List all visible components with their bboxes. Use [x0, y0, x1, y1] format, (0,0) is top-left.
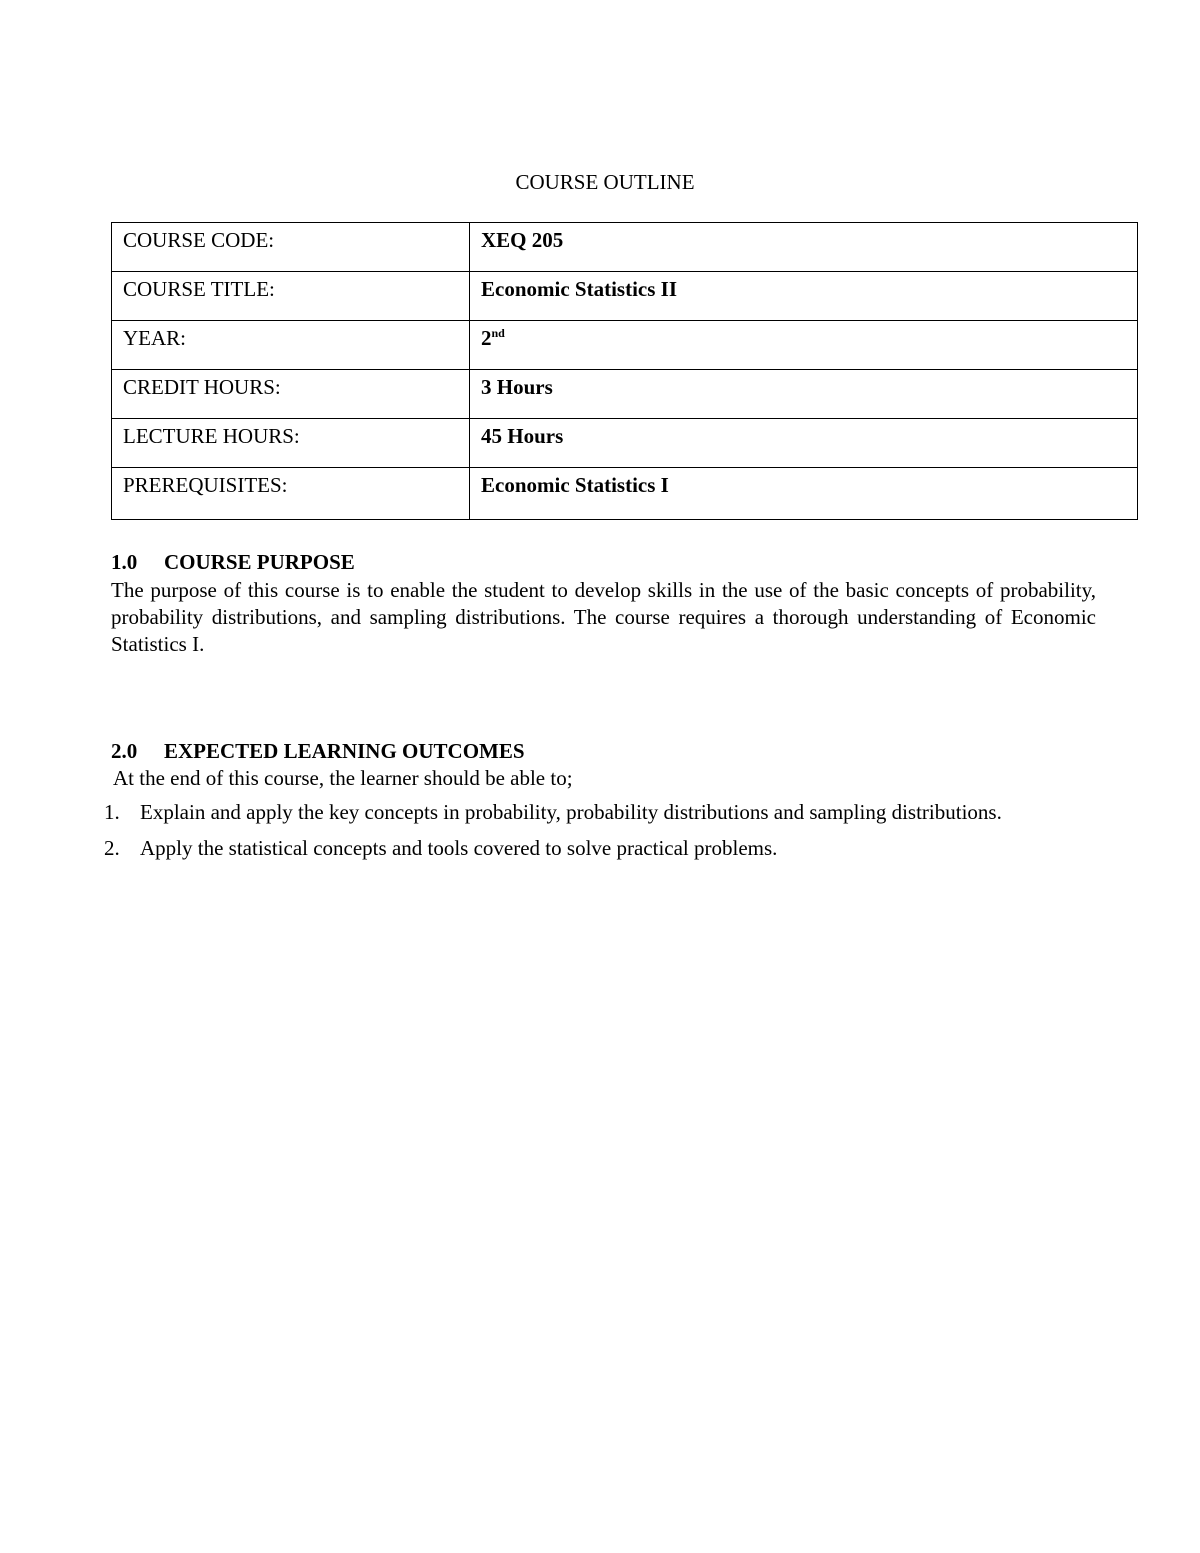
- purpose-paragraph: The purpose of this course is to enable the student to develop skills in the use of the basic concepts of probability, probability distributions, and sampling distributions. The course requires a thorough understanding of Economic Statistics I.: [111, 578, 1096, 656]
- purpose-heading: [111, 550, 355, 575]
- outcomes-list: [104, 799, 1004, 871]
- table-row: [112, 419, 1138, 468]
- page-title: COURSE OUTLINE: [515, 170, 695, 194]
- table-row: [112, 223, 1138, 272]
- outcomes-intro: At the end of this course, the learner should be able to;: [113, 766, 573, 790]
- credit-hours-label: CREDIT HOURS:: [112, 370, 470, 419]
- prerequisites-label: PREREQUISITES:: [112, 468, 470, 520]
- list-item-text: Apply the statistical concepts and tools covered to solve practical problems.: [140, 836, 778, 860]
- list-marker: 2.: [104, 836, 120, 860]
- lecture-hours-value: 45 Hours: [470, 419, 1138, 468]
- table-row: [112, 272, 1138, 321]
- year-value-cell: [470, 321, 1138, 370]
- course-title-label: COURSE TITLE:: [112, 272, 470, 321]
- list-item: [104, 835, 1004, 862]
- year-value: 2: [481, 326, 492, 350]
- list-marker: 1.: [104, 800, 120, 824]
- table-row: [112, 321, 1138, 370]
- year-value-suffix: nd: [491, 326, 505, 340]
- outcomes-section-number: 2.0: [111, 739, 138, 763]
- table-row: [112, 370, 1138, 419]
- course-code-label: COURSE CODE:: [112, 223, 470, 272]
- outcomes-section-title: EXPECTED LEARNING OUTCOMES: [164, 739, 525, 763]
- course-code-value: XEQ 205: [470, 223, 1138, 272]
- list-item-text: Explain and apply the key concepts in probability, probability distributions and sampling distributions.: [140, 800, 1002, 824]
- outcomes-heading: [111, 739, 525, 764]
- purpose-section-number: 1.0: [111, 550, 138, 574]
- credit-hours-value: 3 Hours: [470, 370, 1138, 419]
- prerequisites-value: Economic Statistics I: [470, 468, 1138, 520]
- course-info-table: [111, 222, 1138, 520]
- course-title-value: Economic Statistics II: [470, 272, 1138, 321]
- purpose-section-title: COURSE PURPOSE: [164, 550, 355, 574]
- year-label: YEAR:: [112, 321, 470, 370]
- list-item: [104, 799, 1004, 826]
- table-row: [112, 468, 1138, 520]
- lecture-hours-label: LECTURE HOURS:: [112, 419, 470, 468]
